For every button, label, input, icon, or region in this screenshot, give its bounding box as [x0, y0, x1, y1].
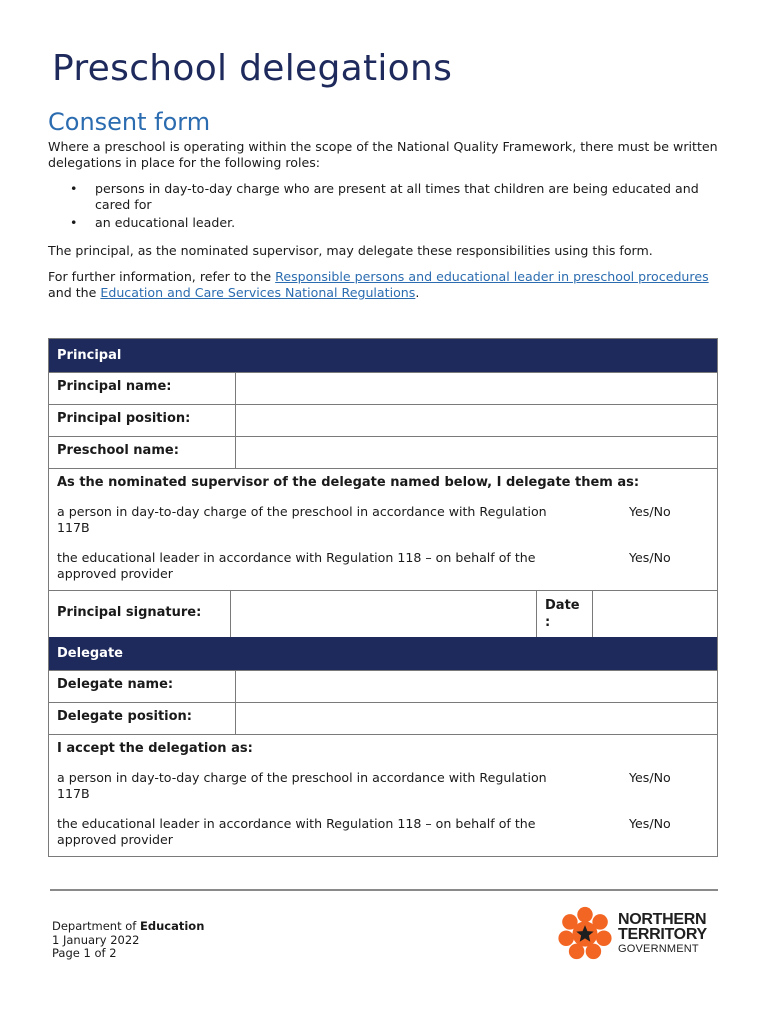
- yes-no-choice[interactable]: Yes/No: [629, 504, 671, 519]
- further-info-mid: and the: [48, 285, 101, 300]
- principal-delegation-block: [49, 468, 717, 590]
- principal-signature-field[interactable]: [231, 591, 537, 637]
- delegation-form: [48, 338, 718, 857]
- principal-signature-label: Principal signature:: [49, 591, 231, 637]
- list-item: • persons in day-to-day charge who are present at all times that children are being educated and cared for: [48, 181, 728, 213]
- delegate-position-label: Delegate position:: [49, 703, 236, 734]
- principal-position-label: Principal position:: [49, 405, 236, 436]
- option-text: the educational leader in accordance with Regulation 118 – on behalf of the approved provider: [57, 816, 536, 847]
- document-title: Preschool delegations: [52, 48, 453, 89]
- logo-line-1: NORTHERN: [618, 910, 707, 928]
- list-item: • an educational leader.: [48, 215, 728, 231]
- roles-list: [48, 181, 728, 231]
- option-text: a person in day-to-day charge of the preschool in accordance with Regulation 117B: [57, 770, 547, 801]
- intro-paragraph-1: Where a preschool is operating within the scope of the National Quality Framework, there must be written delegations in place for the following roles:: [48, 139, 718, 170]
- preschool-name-field[interactable]: [236, 437, 717, 468]
- intro-paragraph-3: [48, 269, 728, 301]
- option-text: the educational leader in accordance with Regulation 118 – on behalf of the approved provider: [57, 550, 536, 581]
- principal-name-field[interactable]: [236, 373, 717, 404]
- principal-section-heading: Principal: [49, 339, 717, 372]
- yes-no-choice[interactable]: Yes/No: [629, 816, 671, 831]
- logo-line-3: GOVERNMENT: [618, 942, 699, 955]
- logo-line-2: TERRITORY: [618, 925, 707, 943]
- accept-heading: I accept the delegation as:: [57, 741, 253, 756]
- delegation-heading: As the nominated supervisor of the delegate named below, I delegate them as:: [57, 475, 640, 490]
- footer: [52, 920, 204, 961]
- logo-text: [618, 912, 707, 957]
- date-field[interactable]: [593, 591, 717, 637]
- principal-name-row: [49, 372, 717, 404]
- department-name: Education: [140, 919, 205, 933]
- delegation-option: [57, 816, 709, 848]
- date-label: Date :: [537, 591, 593, 637]
- nt-government-logo: [556, 904, 722, 964]
- procedures-link[interactable]: Responsible persons and educational leader in preschool procedures: [275, 269, 709, 284]
- page-number: Page 1 of 2: [52, 946, 117, 960]
- principal-signature-row: [49, 590, 717, 637]
- delegation-option: [57, 504, 709, 536]
- principal-position-row: [49, 404, 717, 436]
- principal-name-label: Principal name:: [49, 373, 236, 404]
- regulations-link[interactable]: Education and Care Services National Regulations: [100, 285, 416, 300]
- delegate-position-row: [49, 702, 717, 734]
- desert-rose-icon: [556, 905, 614, 963]
- further-info-suffix: .: [415, 285, 420, 300]
- option-text: a person in day-to-day charge of the preschool in accordance with Regulation 117B: [57, 504, 547, 535]
- delegate-accept-block: [49, 734, 717, 856]
- delegate-name-field[interactable]: [236, 671, 717, 702]
- delegate-name-label: Delegate name:: [49, 671, 236, 702]
- yes-no-choice[interactable]: Yes/No: [629, 550, 671, 565]
- delegation-option: [57, 550, 709, 582]
- principal-position-field[interactable]: [236, 405, 717, 436]
- footer-department: [52, 920, 204, 934]
- intro-paragraph-2: The principal, as the nominated supervisor, may delegate these responsibilities using this form.: [48, 243, 653, 258]
- yes-no-choice[interactable]: Yes/No: [629, 770, 671, 785]
- preschool-name-row: [49, 436, 717, 468]
- footer-divider: [50, 889, 718, 891]
- delegation-option: [57, 770, 709, 802]
- further-info-prefix: For further information, refer to the: [48, 269, 276, 284]
- department-prefix: Department of: [52, 919, 140, 933]
- delegate-section-heading: Delegate: [49, 637, 717, 670]
- footer-date: 1 January 2022: [52, 932, 140, 947]
- intro-text: [48, 139, 728, 311]
- document-subtitle: Consent form: [48, 108, 211, 136]
- preschool-name-label: Preschool name:: [49, 437, 236, 468]
- delegate-name-row: [49, 670, 717, 702]
- delegate-position-field[interactable]: [236, 703, 717, 734]
